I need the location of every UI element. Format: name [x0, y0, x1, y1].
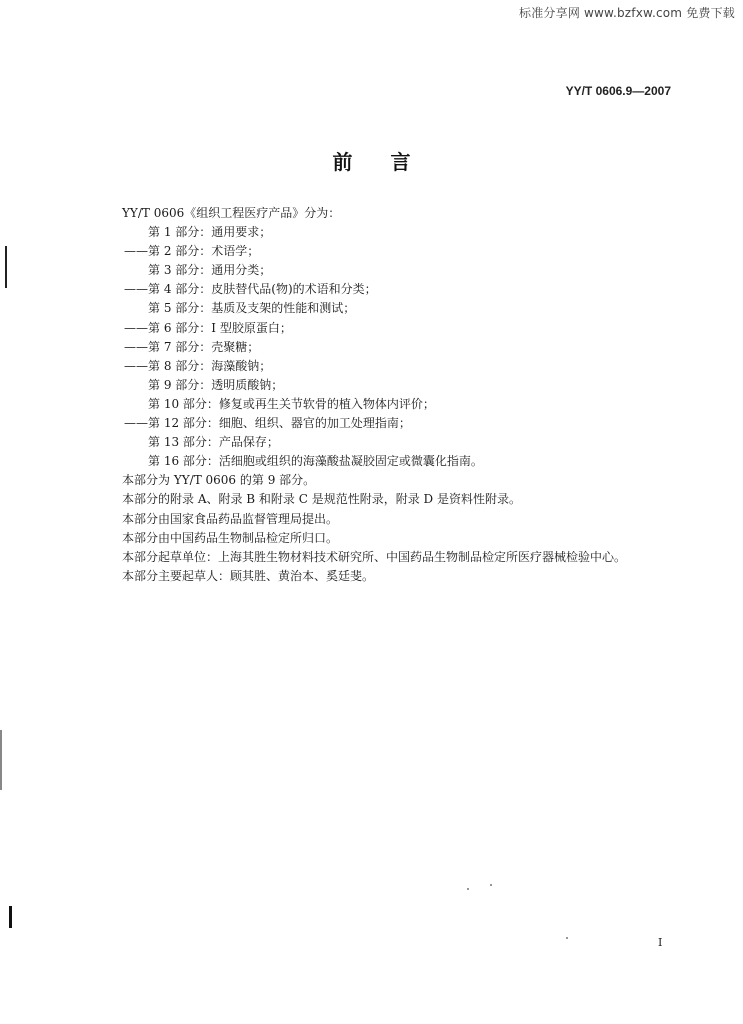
part-item: ——第 8 部分：海藻酸钠； [124, 358, 272, 373]
scan-speck [490, 884, 492, 886]
paragraph: 本部分主要起草人：顾其胜、黄治本、奚廷斐。 [122, 568, 375, 583]
paragraph: 本部分的附录 A、附录 B 和附录 C 是规范性附录，附录 D 是资料性附录。 [122, 492, 521, 507]
scan-edge-mark [5, 246, 7, 288]
standard-number: YY/T 0606.9—2007 [565, 84, 671, 98]
part-item: 第 13 部分：产品保存； [148, 435, 279, 450]
scan-speck [566, 937, 568, 939]
part-item: 第 3 部分：通用分类； [148, 263, 272, 278]
part-item: 第 1 部分：通用要求； [148, 225, 272, 240]
part-item: 第 9 部分：透明质酸钠； [148, 377, 284, 392]
paragraph: 本部分由国家食品药品监督管理局提出。 [122, 511, 339, 526]
page-title: 前言 [332, 150, 449, 174]
watermark: 标准分享网 www.bzfxw.com 免费下载 [519, 6, 735, 20]
scan-edge-mark [0, 730, 2, 790]
part-item: ——第 7 部分：壳聚糖； [124, 339, 260, 354]
part-item: ——第 6 部分：I 型胶原蛋白； [124, 320, 292, 335]
paragraph: 本部分起草单位：上海其胜生物材料技术研究所、中国药品生物制品检定所医疗器械检验中心。 [122, 549, 627, 564]
part-item: 第 5 部分：基质及支架的性能和测试； [148, 301, 356, 316]
scan-edge-mark [9, 906, 12, 928]
foreword-body [122, 204, 682, 586]
intro-line: YY/T 0606《组织工程医疗产品》分为： [122, 206, 341, 220]
page-number: I [658, 936, 663, 949]
scan-speck [467, 888, 469, 890]
paragraph: 本部分为 YY/T 0606 的第 9 部分。 [122, 473, 316, 488]
part-item: ——第 12 部分：细胞、组织、器官的加工处理指南； [124, 416, 411, 431]
part-item: 第 10 部分：修复或再生关节软骨的植入物体内评价； [148, 396, 435, 411]
part-item: ——第 4 部分：皮肤替代品(物)的术语和分类； [124, 282, 377, 297]
paragraph: 本部分由中国药品生物制品检定所归口。 [122, 530, 339, 545]
part-item: ——第 2 部分：术语学； [124, 244, 260, 259]
part-item: 第 16 部分：活细胞或组织的海藻酸盐凝胶固定或微囊化指南。 [148, 454, 483, 469]
